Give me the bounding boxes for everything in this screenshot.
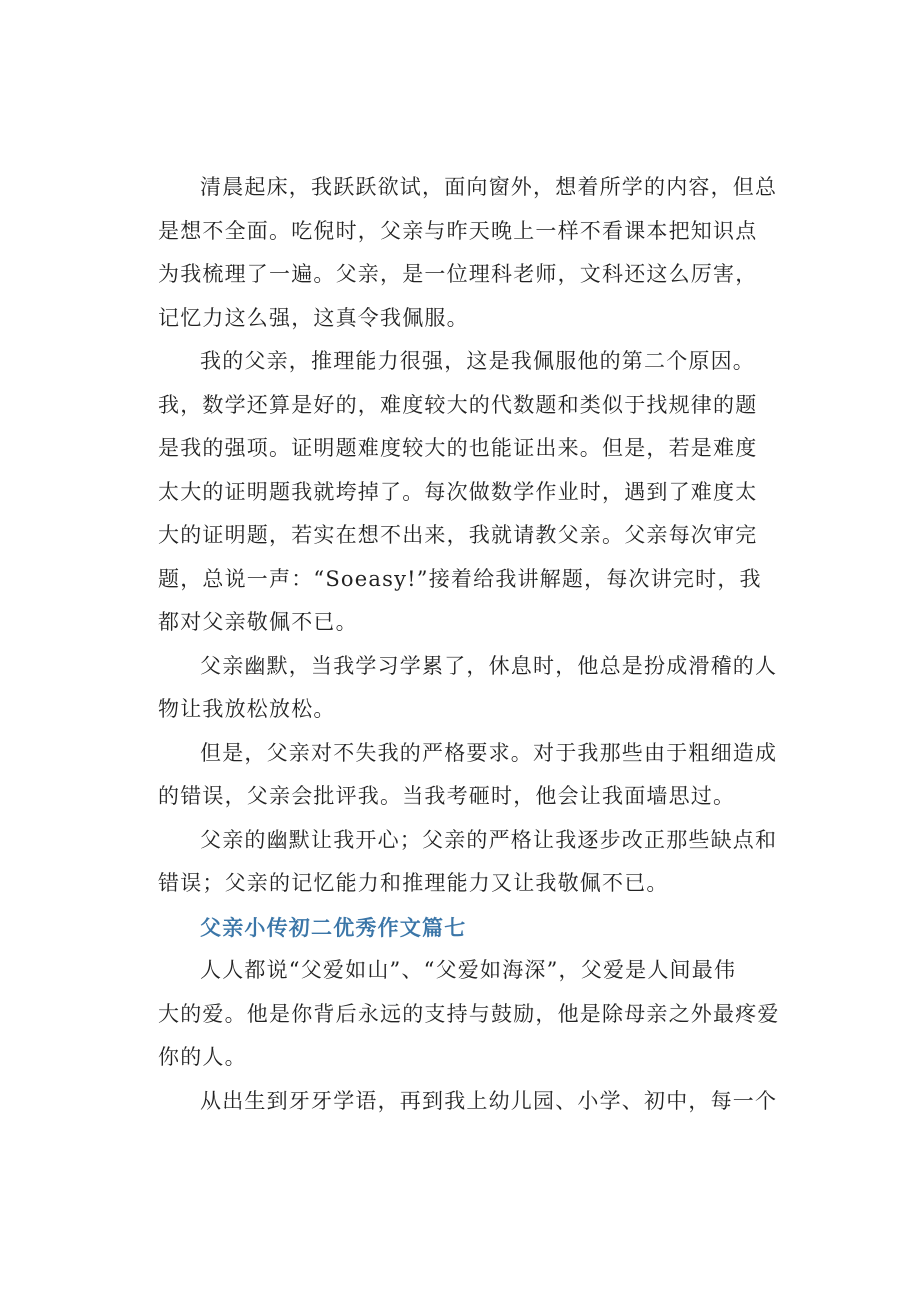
- text-line: 我，数学还算是好的，难度较大的代数题和类似于找规律的题: [158, 392, 758, 417]
- text-line: 但是，父亲对不失我的严格要求。对于我那些由于粗细造成: [200, 740, 778, 765]
- paragraph-morning: [158, 166, 778, 340]
- text-line: 物让我放松放松。: [158, 697, 336, 721]
- section-heading: 父亲小传初二优秀作文篇七: [200, 914, 467, 940]
- text-line: 大的爱。他是你背后永远的支持与鼓励，他是除母亲之外最疼爱: [158, 1001, 780, 1026]
- text-line: 我的父亲，推理能力很强，这是我佩服他的第二个原因。: [200, 349, 755, 373]
- text-line: 的错误，父亲会批评我。当我考砸时，他会让我面墙思过。: [158, 784, 736, 808]
- text-line: 为我梳理了一遍。父亲，是一位理科老师，文科还这么厉害，: [158, 262, 758, 286]
- text-line: 父亲的幽默让我开心；父亲的严格让我逐步改正那些缺点和: [200, 827, 778, 852]
- text-line: 太大的证明题我就垮掉了。每次做数学作业时，遇到了难度太: [158, 479, 758, 504]
- text-line: 父亲幽默，当我学习学累了，休息时，他总是扮成滑稽的人: [200, 653, 778, 678]
- text-line: 是我的强项。证明题难度较大的也能证出来。但是，若是难度: [158, 436, 758, 460]
- paragraph-reasoning: [158, 340, 764, 645]
- text-line: 清晨起床，我跃跃欲试，面向窗外，想着所学的内容，但总: [200, 175, 778, 199]
- paragraph-humor: [158, 645, 778, 732]
- text-line: 大的证明题，若实在想不出来，我就请教父亲。父亲每次审完: [158, 523, 758, 547]
- paragraph-strict: [158, 732, 778, 819]
- text-line: 你的人。: [158, 1045, 247, 1069]
- text-line: 人人都说“父爱如山”、“父爱如海深”，父爱是人间最伟: [200, 958, 737, 982]
- text-line: 错误；父亲的记忆能力和推理能力又让我敬佩不已。: [158, 871, 669, 895]
- text-line: 从出生到牙牙学语，再到我上幼儿园、小学、初中，每一个: [200, 1088, 778, 1113]
- text-line: 是想不全面。吃倪时，父亲与昨天晚上一样不看课本把知识点: [158, 218, 758, 243]
- text-line: 都对父亲敬佩不已。: [158, 610, 358, 634]
- text-line: 记忆力这么强，这真令我佩服。: [158, 305, 469, 330]
- paragraph-growing-up: [158, 1080, 778, 1124]
- document-page: [158, 166, 780, 1123]
- paragraph-fatherly-love: [158, 949, 780, 1080]
- text-line: 题，总说一声：“Soeasy!”接着给我讲解题，每次讲完时，我: [158, 566, 762, 591]
- paragraph-summary: [158, 819, 778, 906]
